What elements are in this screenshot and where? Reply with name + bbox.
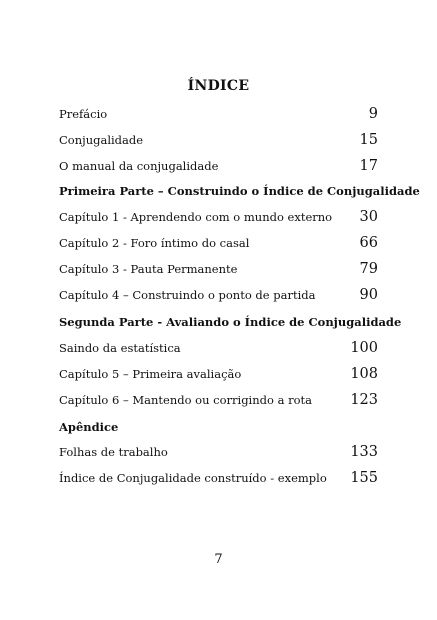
toc-entry-title: Saindo da estatística — [59, 341, 181, 355]
toc-entry-page: 66 — [359, 235, 378, 251]
toc-entry-page: 15 — [359, 132, 378, 148]
toc-entry-capitulo-5 — [59, 366, 378, 386]
toc-entry-title: Capítulo 3 - Pauta Permanente — [59, 262, 238, 276]
toc-entry-title: Conjugalidade — [59, 133, 144, 147]
section-header-apendice: Apêndice — [59, 420, 119, 434]
toc-entry-page: 100 — [350, 340, 378, 356]
toc-entry-page: 155 — [350, 470, 378, 486]
toc-entry-title: Capítulo 6 – Mantendo ou corrigindo a rota — [59, 393, 312, 407]
toc-entry-title: Prefácio — [59, 107, 108, 121]
toc-entry-page: 90 — [359, 287, 378, 303]
toc-entry-capitulo-4 — [59, 287, 378, 307]
toc-entry-page: 9 — [368, 106, 378, 122]
toc-entry-title: O manual da conjugalidade — [59, 159, 219, 173]
toc-entry-page: 79 — [359, 261, 378, 277]
toc-entry-indice-exemplo — [59, 470, 378, 490]
toc-entry-page: 30 — [359, 209, 378, 225]
toc-entry-title: Capítulo 4 – Construindo o ponto de partida — [59, 288, 316, 302]
toc-entry-title: Capítulo 2 - Foro íntimo do casal — [59, 236, 250, 250]
toc-entry-page: 17 — [359, 158, 378, 174]
page-number: 7 — [214, 552, 223, 567]
toc-entry-title: Índice de Conjugalidade construído - exemplo — [59, 471, 327, 485]
toc-entry-capitulo-2 — [59, 235, 378, 255]
toc-entry-saindo — [59, 340, 378, 360]
toc-entry-title: Folhas de trabalho — [59, 445, 168, 459]
page-title: ÍNDICE — [187, 78, 250, 94]
toc-entry-title: Capítulo 1 - Aprendendo com o mundo externo — [59, 210, 333, 224]
toc-entry-conjugalidade — [59, 132, 378, 152]
toc-entry-manual — [59, 158, 378, 178]
toc-entry-capitulo-1 — [59, 209, 378, 229]
toc-entry-page: 133 — [350, 444, 378, 460]
toc-entry-capitulo-3 — [59, 261, 378, 281]
toc-entry-page: 108 — [350, 366, 378, 382]
toc-entry-prefacio — [59, 106, 378, 126]
toc-entry-capitulo-6 — [59, 392, 378, 412]
toc-entry-folhas — [59, 444, 378, 464]
toc-entry-title: Capítulo 5 – Primeira avaliação — [59, 367, 242, 381]
section-header-primeira-parte: Primeira Parte – Construindo o Índice de Conjugalidade — [59, 184, 420, 198]
section-header-segunda-parte: Segunda Parte - Avaliando o Índice de Conjugalidade — [59, 315, 402, 329]
toc-entry-page: 123 — [350, 392, 378, 408]
